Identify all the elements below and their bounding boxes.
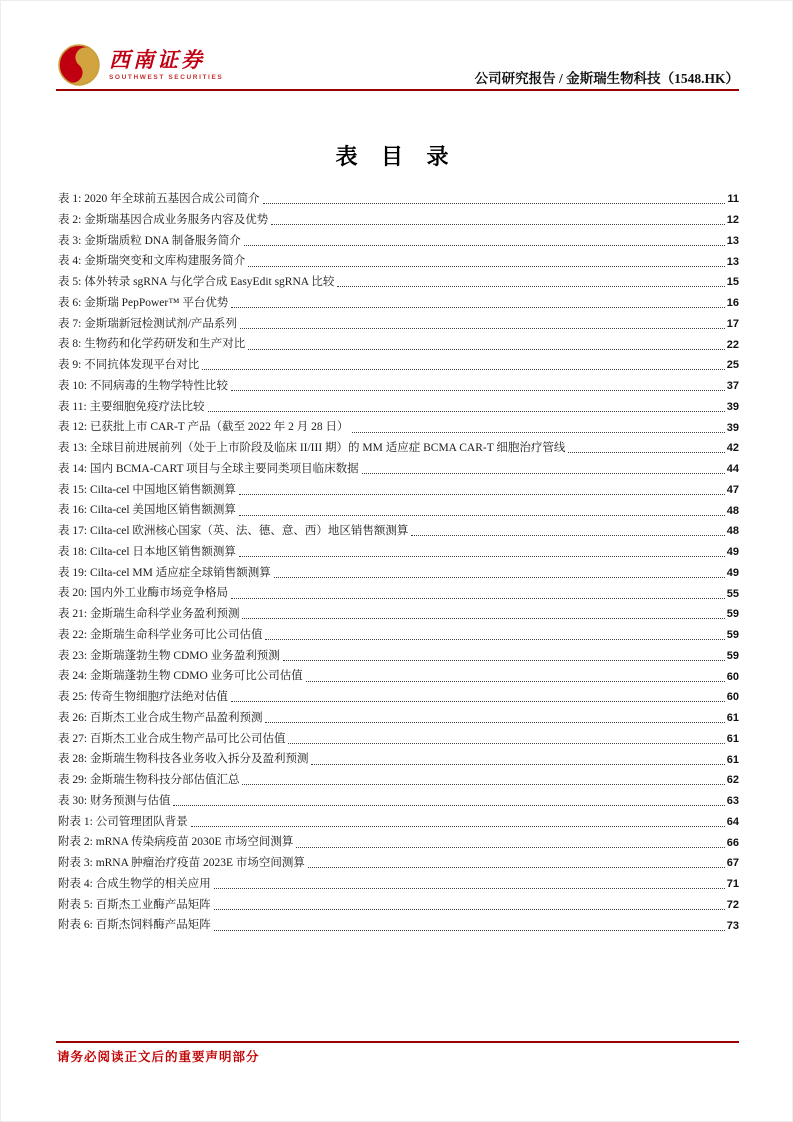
- logo-text-block: [109, 49, 223, 81]
- toc-entry-page: 11: [727, 193, 739, 206]
- toc-leader-dots: [191, 826, 725, 827]
- toc-entry[interactable]: [58, 374, 739, 395]
- toc-leader-dots: [214, 888, 725, 889]
- toc-entry-label: 表 26: 百斯杰工业合成生物产品盈利预测: [58, 711, 263, 724]
- toc-entry-label: 附表 1: 公司管理团队背景: [58, 815, 188, 828]
- toc-entry-page: 66: [726, 836, 739, 849]
- toc-entry-page: 72: [726, 898, 739, 911]
- toc-entry[interactable]: [58, 561, 739, 582]
- toc-entry-page: 61: [726, 712, 739, 725]
- toc-leader-dots: [288, 743, 724, 744]
- toc-entry[interactable]: [58, 415, 739, 436]
- toc-leader-dots: [202, 369, 725, 370]
- toc-entry-page: 39: [726, 421, 739, 434]
- toc-entry-label: 表 13: 全球目前进展前列（处于上市阶段及临床 II/III 期）的 MM 适应症 BCMA CAR-T 细胞治疗管线: [58, 442, 566, 455]
- toc-leader-dots: [244, 245, 725, 246]
- toc-entry-label: 表 16: Cilta-cel 美国地区销售额测算: [58, 504, 236, 517]
- toc-entry-page: 25: [726, 359, 739, 372]
- toc-entry[interactable]: [58, 208, 739, 229]
- toc-entry[interactable]: [58, 436, 739, 457]
- toc-entry[interactable]: [58, 478, 739, 499]
- toc-leader-dots: [242, 618, 724, 619]
- toc-entry-page: 64: [726, 815, 739, 828]
- toc-leader-dots: [231, 390, 725, 391]
- toc-entry-label: 附表 3: mRNA 肿瘤治疗疫苗 2023E 市场空间测算: [58, 857, 305, 870]
- toc-leader-dots: [239, 556, 725, 557]
- toc-entry[interactable]: [58, 893, 739, 914]
- toc-entry-page: 22: [726, 338, 739, 351]
- toc-leader-dots: [248, 349, 725, 350]
- toc-entry[interactable]: [58, 457, 739, 478]
- toc-leader-dots: [265, 639, 724, 640]
- toc-entry[interactable]: [58, 353, 739, 374]
- page-footer: [57, 1047, 260, 1065]
- toc-leader-dots: [274, 577, 725, 578]
- toc-leader-dots: [231, 598, 725, 599]
- toc-entry-page: 59: [726, 649, 739, 662]
- toc-leader-dots: [362, 473, 725, 474]
- logo-company-name: 西南证券: [109, 47, 205, 72]
- toc-entry-page: 42: [726, 442, 739, 455]
- toc-entry[interactable]: [58, 830, 739, 851]
- toc-entry[interactable]: [58, 623, 739, 644]
- toc-entry-label: 表 15: Cilta-cel 中国地区销售额测算: [58, 483, 236, 496]
- toc-entry[interactable]: [58, 768, 739, 789]
- footer-divider: [56, 1041, 739, 1043]
- toc-entry-label: 表 24: 金斯瑞蓬勃生物 CDMO 业务可比公司估值: [58, 670, 303, 683]
- toc-entry[interactable]: [58, 540, 739, 561]
- toc-entry-page: 47: [726, 483, 739, 496]
- toc-entry[interactable]: [58, 685, 739, 706]
- toc-entry-label: 表 29: 金斯瑞生物科技分部估值汇总: [58, 774, 240, 787]
- toc-entry-page: 59: [726, 608, 739, 621]
- toc-entry-label: 表 11: 主要细胞免疫疗法比较: [58, 400, 205, 413]
- toc-entry-page: 48: [726, 525, 739, 538]
- toc-entry-label: 附表 4: 合成生物学的相关应用: [58, 877, 211, 890]
- toc-entry-label: 表 5: 体外转录 sgRNA 与化学合成 EasyEdit sgRNA 比较: [58, 276, 335, 289]
- toc-leader-dots: [173, 805, 724, 806]
- toc-entry-page: 59: [726, 629, 739, 642]
- toc-leader-dots: [411, 535, 724, 536]
- toc-leader-dots: [311, 764, 724, 765]
- toc-entry[interactable]: [58, 395, 739, 416]
- toc-entry-page: 62: [726, 774, 739, 787]
- toc-leader-dots: [240, 328, 725, 329]
- toc-entry-label: 表 25: 传奇生物细胞疗法绝对估值: [58, 691, 228, 704]
- toc-entry-label: 表 20: 国内外工业酶市场竞争格局: [58, 587, 228, 600]
- toc-entry[interactable]: [58, 332, 739, 353]
- toc-entry-label: 附表 5: 百斯杰工业酶产品矩阵: [58, 898, 211, 911]
- toc-entry-page: 12: [726, 214, 739, 227]
- toc-entry[interactable]: [58, 727, 739, 748]
- toc-entry-page: 63: [726, 795, 739, 808]
- footer-disclaimer: 请务必阅读正文后的重要声明部分: [57, 1050, 260, 1064]
- toc-entry-page: 16: [726, 297, 739, 310]
- toc-entry-page: 71: [726, 878, 739, 891]
- toc-entry-page: 39: [726, 400, 739, 413]
- toc-leader-dots: [337, 286, 724, 287]
- toc-entry[interactable]: [58, 270, 739, 291]
- toc-entry-page: 17: [726, 317, 739, 330]
- toc-entry[interactable]: [58, 187, 739, 208]
- toc-entry[interactable]: [58, 644, 739, 665]
- toc-entry[interactable]: [58, 249, 739, 270]
- logo-company-name-en: SOUTHWEST SECURITIES: [109, 74, 224, 82]
- toc-entry-label: 表 2: 金斯瑞基因合成业务服务内容及优势: [58, 213, 269, 226]
- toc-list: [58, 187, 739, 934]
- toc-entry[interactable]: [58, 312, 739, 333]
- toc-entry-label: 表 3: 金斯瑞质粒 DNA 制备服务简介: [58, 234, 241, 247]
- toc-entry-page: 13: [726, 255, 739, 268]
- toc-entry-page: 61: [726, 753, 739, 766]
- toc-entry-label: 表 9: 不同抗体发现平台对比: [58, 359, 200, 372]
- toc-entry-label: 表 14: 国内 BCMA-CART 项目与全球主要同类项目临床数据: [58, 462, 359, 475]
- toc-leader-dots: [239, 494, 725, 495]
- toc-entry[interactable]: [58, 789, 739, 810]
- toc-leader-dots: [265, 722, 724, 723]
- toc-entry[interactable]: [58, 747, 739, 768]
- toc-entry-page: 37: [726, 380, 739, 393]
- toc-leader-dots: [271, 224, 725, 225]
- toc-entry-label: 表 17: Cilta-cel 欧洲核心国家（英、法、德、意、西）地区销售额测算: [58, 525, 409, 538]
- toc-entry-label: 表 19: Cilta-cel MM 适应症全球销售额测算: [58, 566, 271, 579]
- toc-entry[interactable]: [58, 706, 739, 727]
- toc-entry[interactable]: [58, 602, 739, 623]
- toc-entry-label: 表 23: 金斯瑞蓬勃生物 CDMO 业务盈利预测: [58, 649, 280, 662]
- toc-entry-label: 表 7: 金斯瑞新冠检测试剂/产品系列: [58, 317, 237, 330]
- toc-leader-dots: [214, 930, 725, 931]
- toc-entry-label: 表 6: 金斯瑞 PepPower™ 平台优势: [58, 296, 229, 309]
- toc-entry-label: 表 12: 已获批上市 CAR-T 产品（截至 2022 年 2 月 28 日）: [58, 421, 349, 434]
- toc-leader-dots: [283, 660, 725, 661]
- toc-entry-label: 表 1: 2020 年全球前五基因合成公司简介: [58, 193, 260, 206]
- toc-entry-page: 60: [726, 691, 739, 704]
- page-title: 表 目 录: [335, 144, 458, 169]
- toc-entry-page: 67: [726, 857, 739, 870]
- toc-entry-label: 表 8: 生物药和化学药研发和生产对比: [58, 338, 246, 351]
- toc-entry-label: 表 28: 金斯瑞生物科技各业务收入拆分及盈利预测: [58, 753, 309, 766]
- toc-leader-dots: [308, 867, 725, 868]
- toc-leader-dots: [208, 411, 725, 412]
- toc-leader-dots: [239, 515, 725, 516]
- toc-leader-dots: [263, 203, 726, 204]
- toc-entry[interactable]: [58, 581, 739, 602]
- toc-leader-dots: [231, 307, 724, 308]
- company-logo: [58, 44, 223, 86]
- toc-entry-label: 附表 2: mRNA 传染病疫苗 2030E 市场空间测算: [58, 836, 294, 849]
- toc-leader-dots: [214, 909, 725, 910]
- toc-entry[interactable]: [58, 519, 739, 540]
- toc-leader-dots: [242, 784, 724, 785]
- toc-entry[interactable]: [58, 872, 739, 893]
- toc-entry-page: 55: [726, 587, 739, 600]
- toc-leader-dots: [306, 681, 725, 682]
- toc-entry-page: 60: [726, 670, 739, 683]
- toc-entry-page: 48: [726, 504, 739, 517]
- toc-entry-page: 15: [726, 276, 739, 289]
- toc-leader-dots: [296, 847, 724, 848]
- toc-leader-dots: [231, 701, 725, 702]
- toc-entry[interactable]: [58, 810, 739, 831]
- toc-entry-label: 表 10: 不同病毒的生物学特性比较: [58, 379, 228, 392]
- toc-entry[interactable]: [58, 851, 739, 872]
- toc-entry[interactable]: [58, 498, 739, 519]
- toc-entry-page: 49: [726, 546, 739, 559]
- toc-entry-page: 73: [726, 919, 739, 932]
- toc-entry-page: 61: [726, 732, 739, 745]
- toc-entry-label: 表 27: 百斯杰工业合成生物产品可比公司估值: [58, 732, 286, 745]
- toc-entry[interactable]: [58, 229, 739, 250]
- toc-entry[interactable]: [58, 913, 739, 934]
- header-divider: [56, 89, 739, 91]
- toc-entry[interactable]: [58, 664, 739, 685]
- logo-swirl-icon: [58, 44, 100, 86]
- toc-entry-label: 表 30: 财务预测与估值: [58, 794, 171, 807]
- toc-entry-page: 44: [726, 463, 739, 476]
- toc-entry-label: 表 18: Cilta-cel 日本地区销售额测算: [58, 545, 236, 558]
- toc-entry-page: 13: [726, 234, 739, 247]
- report-type-label: 公司研究报告 / 金斯瑞生物科技（1548.HK）: [474, 71, 739, 86]
- toc-entry-label: 附表 6: 百斯杰饲料酶产品矩阵: [58, 919, 211, 932]
- toc-entry-page: 49: [726, 566, 739, 579]
- toc-entry-label: 表 22: 金斯瑞生命科学业务可比公司估值: [58, 628, 263, 641]
- toc-entry[interactable]: [58, 291, 739, 312]
- toc-leader-dots: [568, 452, 724, 453]
- toc-entry-label: 表 4: 金斯瑞突变和文库构建服务简介: [58, 255, 246, 268]
- toc-leader-dots: [352, 432, 725, 433]
- toc-leader-dots: [248, 266, 725, 267]
- toc-entry-label: 表 21: 金斯瑞生命科学业务盈利预测: [58, 608, 240, 621]
